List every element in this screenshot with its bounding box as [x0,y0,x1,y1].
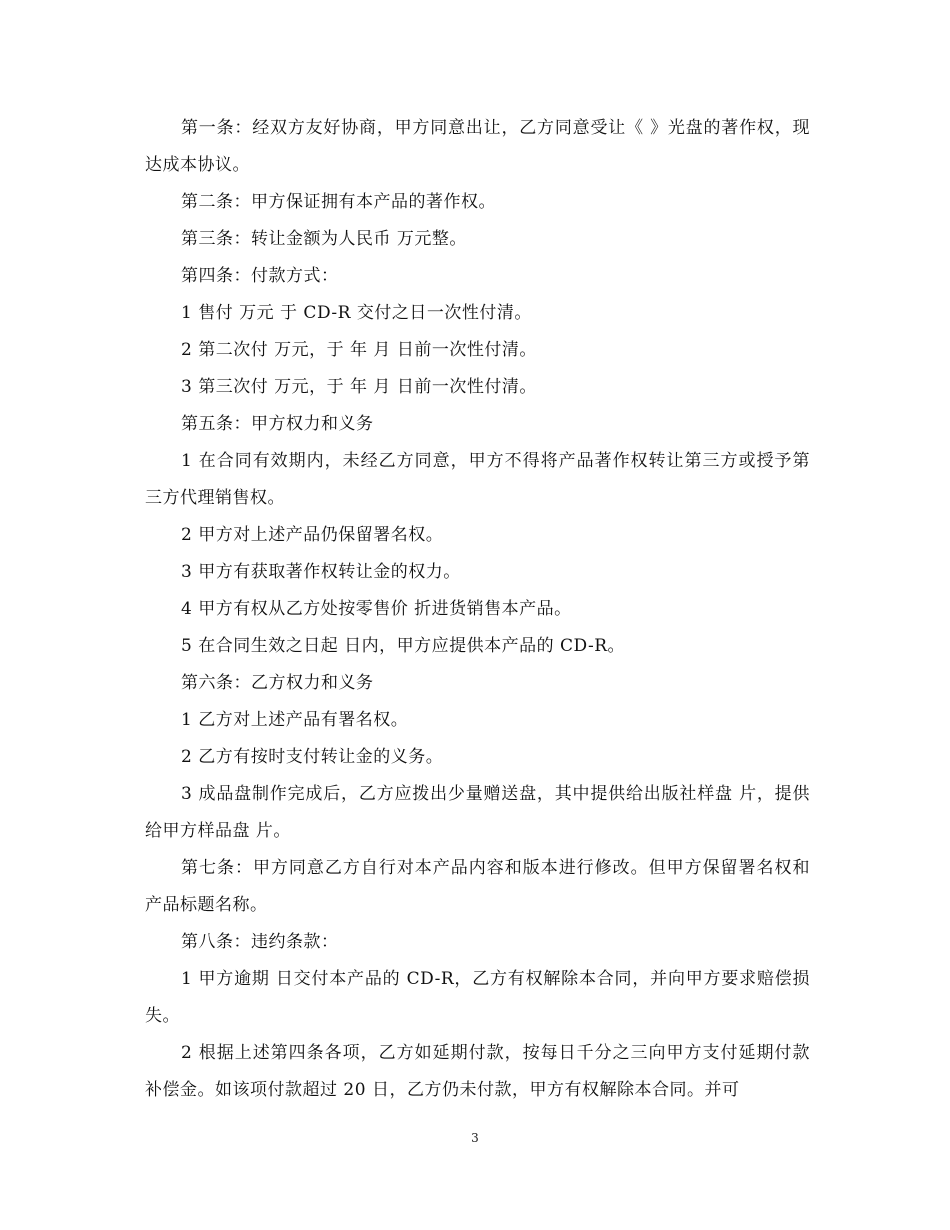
clause-5-item-1: 1 在合同有效期内，未经乙方同意，甲方不得将产品著作权转让第三方或授予第三方代理销售权。 [145,451,810,508]
clause-4-item-3: 3 第三次付 万元，于 年 月 日前一次性付清。 [181,377,537,397]
clause-4-item-1: 1 售付 万元 于 CD-R 交付之日一次性付清。 [181,303,532,323]
clause-7: 第七条：甲方同意乙方自行对本产品内容和版本进行修改。但甲方保留署名权和产品标题名称。 [145,858,810,915]
clause-5-item-5: 5 在合同生效之日起 日内，甲方应提供本产品的 CD-R。 [181,636,626,656]
clause-3: 第三条：转让金额为人民币 万元整。 [181,229,467,249]
clause-1: 第一条：经双方友好协商，甲方同意出让，乙方同意受让《 》光盘的著作权，现达成本协议。 [145,118,810,175]
clause-5-item-2: 2 甲方对上述产品仍保留署名权。 [181,525,444,545]
clause-4-heading: 第四条：付款方式： [181,266,339,286]
clause-6-item-2: 2 乙方有按时支付转让金的义务。 [181,747,444,767]
clause-4-item-2: 2 第二次付 万元，于 年 月 日前一次性付清。 [181,340,537,360]
clause-8-heading: 第八条：违约条款： [181,932,339,952]
clause-5-item-3: 3 甲方有获取著作权转让金的权力。 [181,562,461,582]
clause-8-item-2: 2 根据上述第四条各项，乙方如延期付款，按每日千分之三向甲方支付延期付款补偿金。如该项付款超过 20 日，乙方仍未付款，甲方有权解除本合同。并可 [145,1043,810,1100]
clause-6-item-3: 3 成品盘制作完成后，乙方应拨出少量赠送盘，其中提供给出版社样盘 片，提供给甲方样品盘 片。 [145,784,810,841]
clause-6-heading: 第六条：乙方权力和义务 [181,673,374,693]
clause-2: 第二条：甲方保证拥有本产品的著作权。 [181,192,496,212]
clause-5-item-4: 4 甲方有权从乙方处按零售价 折进货销售本产品。 [181,599,572,619]
document-body [145,110,810,1109]
page-number: 3 [471,1131,479,1145]
clause-5-heading: 第五条：甲方权力和义务 [181,414,374,434]
clause-8-item-1: 1 甲方逾期 日交付本产品的 CD-R，乙方有权解除本合同，并向甲方要求赔偿损失。 [145,969,810,1026]
clause-6-item-1: 1 乙方对上述产品有署名权。 [181,710,409,730]
